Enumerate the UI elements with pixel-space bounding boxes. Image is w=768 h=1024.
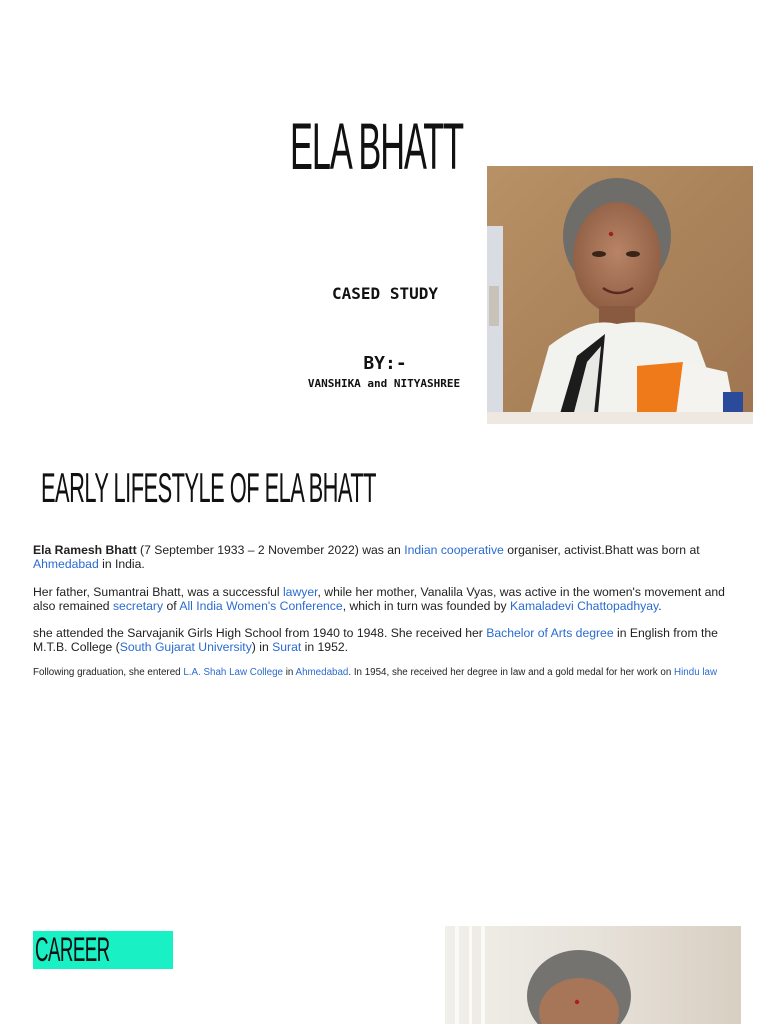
text-span: in 1952. — [301, 640, 349, 654]
text-span: (7 September 1933 – 2 November 2022) was an — [136, 543, 405, 557]
link-ahmedabad[interactable]: Ahmedabad — [33, 557, 99, 571]
link-lawyer[interactable]: lawyer — [282, 585, 318, 599]
link-ba-degree[interactable]: Bachelor of Arts degree — [486, 626, 614, 640]
link-ahmedabad-2[interactable]: Ahmedabad — [295, 667, 349, 678]
career-heading — [33, 931, 173, 969]
link-hindu-law[interactable]: Hindu law — [674, 667, 718, 678]
section-heading: EARLY LIFESTYLE OF ELA BHATT — [41, 464, 377, 511]
text-span: organiser, activist.Bhatt was born at — [503, 543, 700, 557]
paragraph-1 — [33, 543, 733, 571]
text-span: . In 1954, she received her degree in law and a gold medal for her work on — [348, 667, 675, 678]
ela-bhatt-portrait — [487, 166, 753, 424]
text-span: in India. — [98, 557, 145, 571]
link-aiwc[interactable]: All India Women's Conference — [179, 599, 343, 613]
text-span: in English from the M.T.B. College ( — [33, 626, 718, 654]
slide-title: ELA BHATT — [290, 109, 464, 183]
paragraph-4 — [33, 667, 733, 679]
paragraph-3 — [33, 626, 733, 654]
subtitle: CASED STUDY — [332, 284, 438, 303]
authors: VANSHIKA and NITYASHREE — [307, 377, 461, 390]
link-indian-cooperative[interactable]: Indian cooperative — [404, 543, 504, 557]
ela-bhatt-portrait-2 — [445, 926, 741, 1024]
link-sgu[interactable]: South Gujarat University — [119, 640, 252, 654]
text-span: she attended the Sarvajanik Girls High School from 1940 to 1948. She received her — [33, 626, 487, 640]
paragraph-2 — [33, 585, 733, 613]
career-text: CAREER — [35, 931, 110, 969]
link-kamaladevi[interactable]: Kamaladevi Chattopadhyay — [510, 599, 659, 613]
link-surat[interactable]: Surat — [272, 640, 302, 654]
by-label: BY:- — [363, 353, 407, 374]
text-span: , while her mother, Vanalila Vyas, was active in the women's movement and also remained — [33, 585, 725, 613]
link-la-shah[interactable]: L.A. Shah Law College — [183, 667, 283, 678]
text-span: in — [283, 667, 296, 678]
text-span: Her father, Sumantrai Bhatt, was a successful — [33, 585, 283, 599]
text-span: of — [163, 599, 180, 613]
link-secretary[interactable]: secretary — [112, 599, 164, 613]
text-span: ) in — [251, 640, 273, 654]
text-span: . — [658, 599, 662, 613]
text-span: , which in turn was founded by — [342, 599, 511, 613]
text-span: Following graduation, she entered — [33, 667, 184, 678]
name-bold: Ela Ramesh Bhatt — [33, 543, 137, 557]
